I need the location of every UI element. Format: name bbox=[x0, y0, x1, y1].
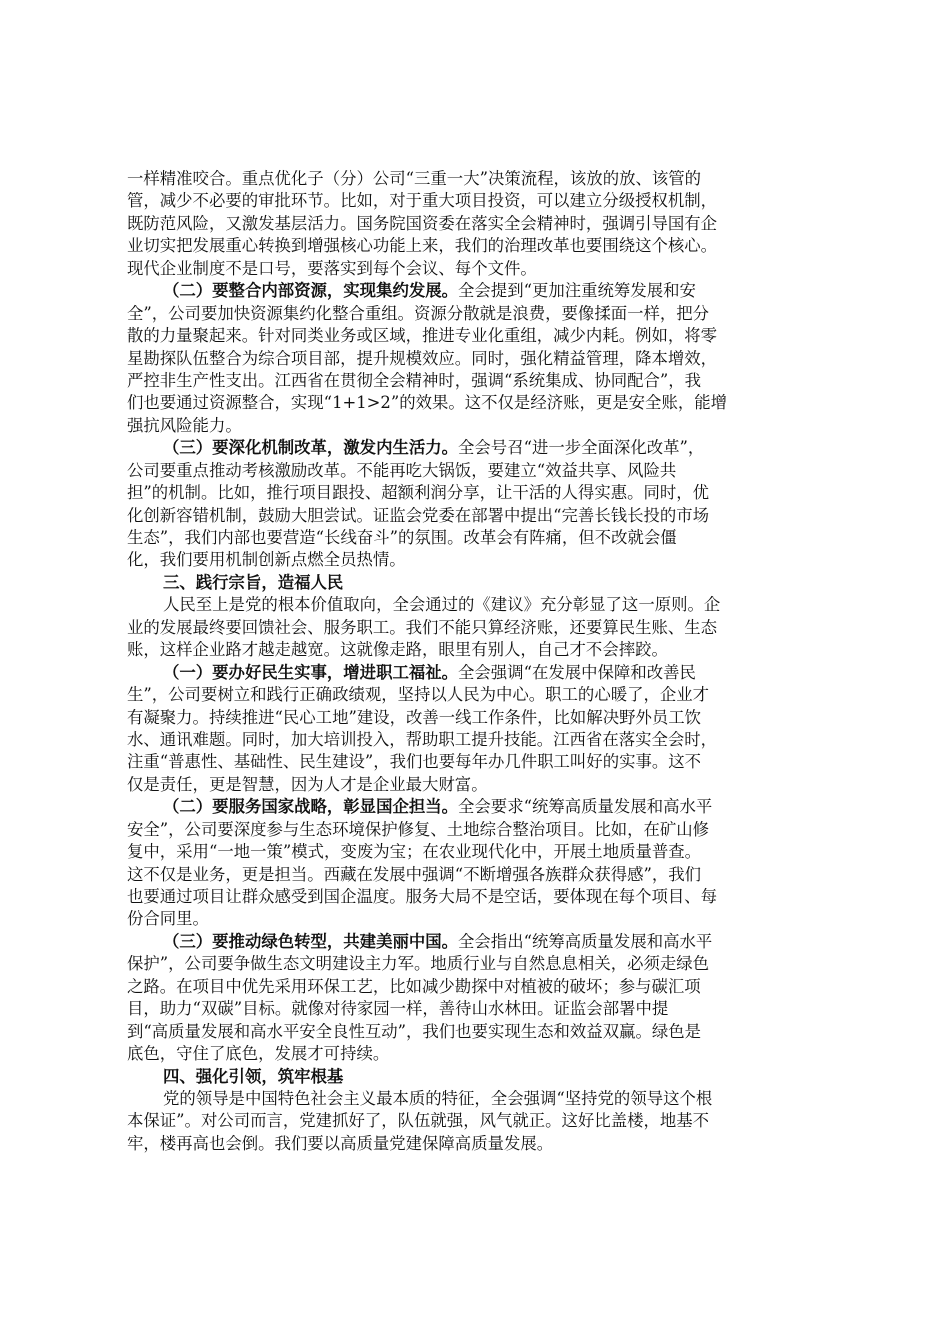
text-line: 目，助力“双碳”目标。就像对待家园一样，善待山水林田。证监会部署中提 bbox=[127, 999, 669, 1019]
section-heading-3 bbox=[127, 572, 827, 594]
text-line bbox=[127, 280, 827, 302]
text-line bbox=[127, 931, 827, 953]
text-line: 现代企业制度不是口号，要落实到每个会议、每个文件。 bbox=[127, 258, 537, 278]
paragraph-integrate-resources bbox=[127, 280, 827, 437]
text-line: 底色，守住了底色，发展才可持续。 bbox=[127, 1044, 390, 1064]
paragraph-people-first bbox=[127, 594, 827, 661]
section-title: 四、强化引领，筑牢根基 bbox=[163, 1066, 344, 1086]
text-run: 全会指出“统筹高质量发展和高水平 bbox=[458, 931, 713, 951]
text-line: 有凝聚力。持续推进“民心工地”建设，改善一线工作条件，比如解决野外员工饮 bbox=[127, 707, 702, 727]
text-line: 一样精准咬合。重点优化子（分）公司“三重一大”决策流程，该放的放、该管的 bbox=[127, 169, 702, 188]
text-run: 全会强调“在发展中保障和改善民 bbox=[458, 662, 696, 682]
subheading: （二）要服务国家战略，彰显国企担当。 bbox=[163, 797, 459, 817]
text-line: 之路。在项目中优先采用环保工艺，比如减少勘探中对植被的破坏；参与碳汇项 bbox=[127, 976, 701, 996]
text-line: 化，我们要用机制创新点燃全员热情。 bbox=[127, 550, 406, 570]
text-line: 份合同里。 bbox=[127, 909, 209, 929]
paragraph-party-leadership bbox=[127, 1088, 827, 1155]
text-line: 生态”，我们内部也要营造“长线奋斗”的氛围。改革会有阵痛，但不改就会僵 bbox=[127, 528, 677, 547]
paragraph-governance-continued bbox=[127, 168, 827, 280]
text-line: 业的发展最终要回馈社会、服务职工。我们不能只算经济账，还要算民生账、生态 bbox=[127, 617, 718, 637]
text-line: 账，这样企业路才越走越宽。这就像走路，眼里有别人，自己才不会摔跤。 bbox=[127, 640, 668, 660]
text-run: 全会提到“更加注重统筹发展和安 bbox=[458, 281, 696, 301]
text-line: 散的力量聚起来。针对同类业务或区域，推进专业化重组，减少内耗。例如，将零 bbox=[127, 326, 718, 346]
text-line: 业切实把发展重心转换到增强核心功能上来，我们的治理改革也要围绕这个核心。 bbox=[127, 236, 718, 256]
text-line: 担”的机制。比如，推行项目跟投、超额利润分享，让干活的人得实惠。同时，优 bbox=[127, 483, 710, 503]
section-title: 三、践行宗旨，造福人民 bbox=[163, 572, 344, 592]
text-line bbox=[127, 796, 827, 818]
text-line: 管，减少不必要的审批环节。比如，对于重大项目投资，可以建立分级授权机制， bbox=[127, 191, 718, 211]
text-line: 也要通过项目让群众感受到国企温度。服务大局不是空话，要体现在每个项目、每 bbox=[127, 887, 718, 906]
text-line: 公司要重点推动考核激励改革。不能再吃大锅饭，要建立“效益共享、风险共 bbox=[127, 460, 677, 480]
text-line: 既防范风险，又激发基层活力。国务院国资委在落实全会精神时，强调引导国有企 bbox=[127, 213, 718, 233]
text-line: 生”，公司要树立和践行正确政绩观，坚持以人民为中心。职工的心暖了，企业才 bbox=[127, 685, 710, 705]
text-line: 水、通讯难题。同时，加大培训投入，帮助职工提升技能。江西省在落实全会时， bbox=[127, 729, 718, 749]
paragraph-livelihood bbox=[127, 662, 827, 797]
subheading: （一）要办好民生实事，增进职工福祉。 bbox=[163, 662, 459, 682]
text-line: 复中，采用“一地一策”模式，变废为宝；在农业现代化中，开展土地质量普查。 bbox=[127, 842, 702, 862]
text-line bbox=[127, 662, 827, 684]
text-line: 保护”，公司要争做生态文明建设主力军。地质行业与自然息息相关，必须走绿色 bbox=[127, 954, 710, 974]
text-line: 仅是责任，更是智慧，因为人才是企业最大财富。 bbox=[127, 774, 488, 794]
text-line: 人民至上是党的根本价值取向，全会通过的《建议》充分彰显了这一原则。企 bbox=[163, 595, 721, 615]
paragraph-green-transition bbox=[127, 931, 827, 1066]
text-line: 注重“普惠性、基础性、民生建设”，我们也要每年办几件职工叫好的实事。这不 bbox=[127, 752, 702, 772]
paragraph-national-strategy bbox=[127, 796, 827, 931]
text-line: 星勘探队伍整合为综合项目部，提升规模效应。同时，强化精益管理，降本增效， bbox=[127, 348, 718, 368]
text-line: 全”，公司要加快资源集约化整合重组。资源分散就是浪费，要像揉面一样，把分 bbox=[127, 303, 710, 323]
section-heading-4 bbox=[127, 1066, 827, 1088]
text-line: 们也要通过资源整合，实现“1+1>2”的效果。这不仅是经济账，更是安全账，能增 bbox=[127, 393, 728, 413]
text-line: 牢，楼再高也会倒。我们要以高质量党建保障高质量发展。 bbox=[127, 1133, 554, 1153]
text-line: 到“高质量发展和高水平安全良性互动”，我们也要实现生态和效益双赢。绿色是 bbox=[127, 1021, 702, 1041]
text-line bbox=[127, 437, 827, 459]
subheading: （二）要整合内部资源，实现集约发展。 bbox=[163, 281, 459, 301]
text-run: 全会要求“统筹高质量发展和高水平 bbox=[458, 797, 713, 817]
subheading: （三）要深化机制改革，激发内生活力。 bbox=[163, 438, 459, 458]
subheading: （三）要推动绿色转型，共建美丽中国。 bbox=[163, 931, 459, 951]
paragraph-mechanism-reform bbox=[127, 437, 827, 572]
text-line: 这不仅是业务，更是担当。西藏在发展中强调“不断增强各族群众获得感”，我们 bbox=[127, 864, 702, 884]
text-line: 本保证”。对公司而言，党建抓好了，队伍就强，风气就正。这好比盖楼，地基不 bbox=[127, 1111, 710, 1131]
text-line: 化创新容错机制，鼓励大胆尝试。证监会党委在部署中提出“完善长钱长投的市场 bbox=[127, 505, 710, 525]
document-page bbox=[127, 168, 827, 1155]
text-run: 全会号召“进一步全面深化改革”， bbox=[458, 438, 705, 458]
text-line: 党的领导是中国特色社会主义最本质的特征，全会强调“坚持党的领导这个根 bbox=[163, 1088, 713, 1108]
text-line: 严控非生产性支出。江西省在贯彻全会精神时，强调“系统集成、协同配合”，我 bbox=[127, 370, 702, 390]
text-line: 强抗风险能力。 bbox=[127, 415, 242, 435]
text-line: 安全”，公司要深度参与生态环境保护修复、土地综合整治项目。比如，在矿山修 bbox=[127, 819, 710, 839]
